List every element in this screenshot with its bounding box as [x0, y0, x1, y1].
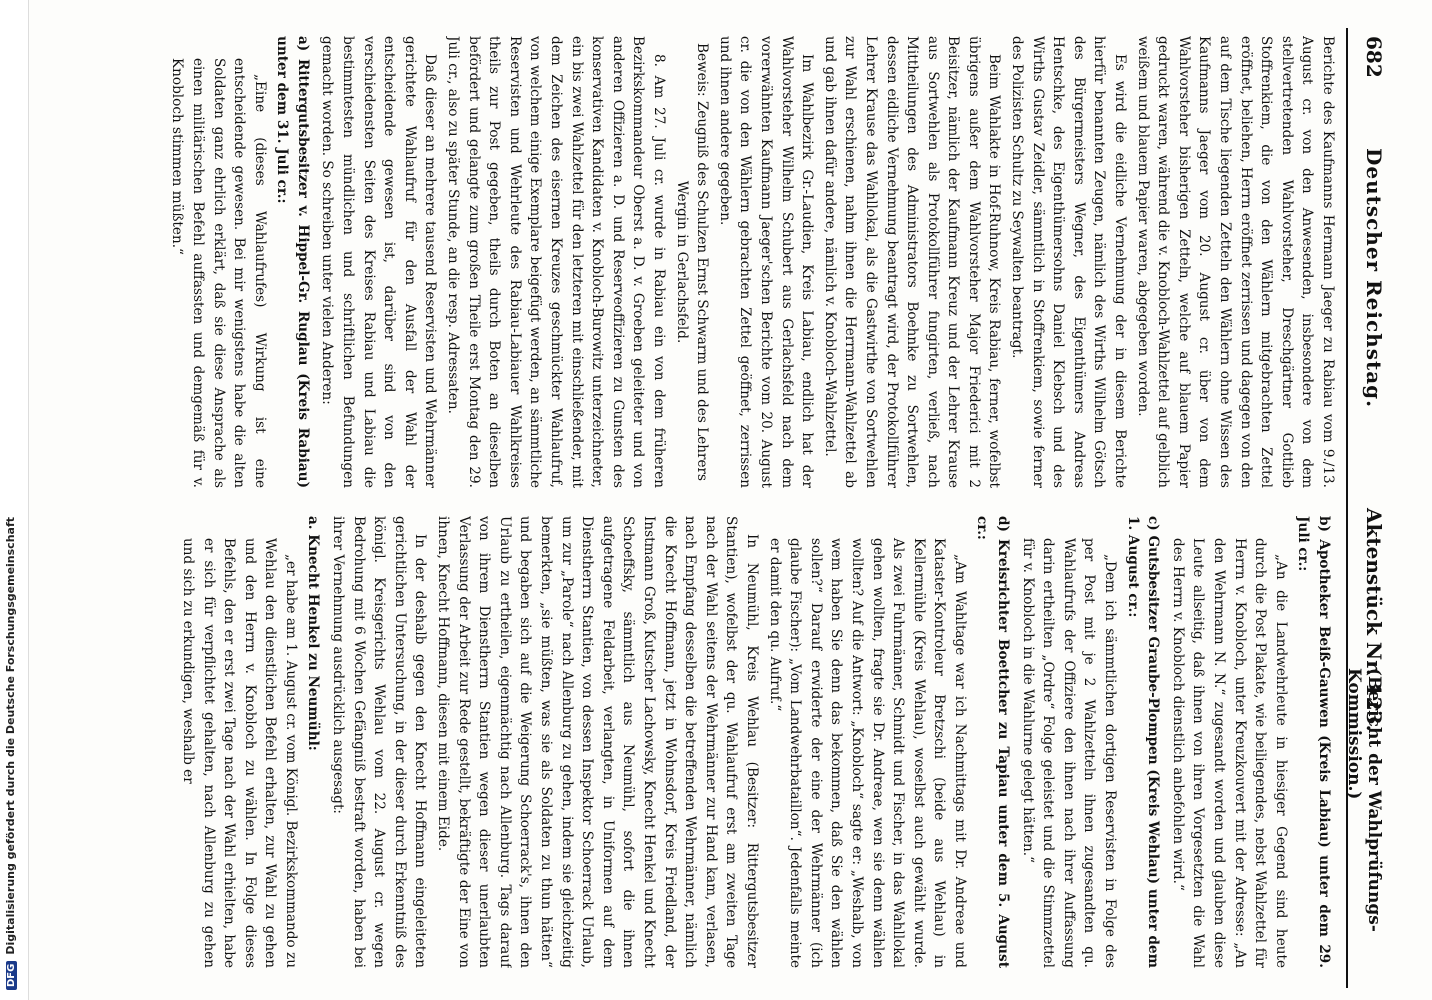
paragraph: 8. Am 27. Juli cr. wurde in Rabiau ein von dem früheren Bezirkskommandeur Oberst a. D. v. Groeben geleiteter und von anderen Offizieren a. D. und Reserveoffizieren zu Gunsten des konservativen Kandidaten v. Knobloch-Burowitz unterzeichneter, ein bis zwei Wahlzettel für den letzteren mit einschließender, mit dem Zeichen des eisernen Kreuzes geschmückter Wahlaufruf, von welchem einige Exemplare beigefügt werden, an sämmtliche Reservisten und Wehrleute des Rabiau-Labiauer Wahlkreises theils zur Post gegeben, theils durch Boten an dieselben befördert und gelangte zum großen Theile erst Montag den 29. Juli cr., also zu später Stunde, an die resp. Adressaten.: [445, 36, 667, 488]
paragraph: Beim Wahlakte in Hof-Ruhnow, Kreis Rabiau, ferner, wofelbst übrigens außer dem Wahlvorsteher Major Friederici mit 2 Beisitzer, nämlich der Kaufmann Kreuz und der Lehrer Krause aus Sortwehlen als Protokollführer fungirten, verließ, nach Mittheilungen des Administrators Boehnke zu Sortwehlen, dessen eidliche Vernehmung beantragt wird, der Protokollführer Lehrer Krause das Wahllokal, als die Gastwirthe von Sortwehlen zur Wahl erschienen, nahm ihnen die Herrmann-Wahlzettel ab und gab ihnen dafür andere, nämlich v. Knobloch-Wahlzettel.: [821, 36, 1003, 488]
page-title: Deutscher Reichstag.: [1362, 148, 1386, 409]
quotation: „Dem ich sämmtlichen dortigen Reservisten in Folge des per Post mit je 2 Wahlzetteln ihnen zugesandten qu. Wahlaufrufs der Offiziere den ihnen nach ihrer Auffassung darin ertheilten „Ordre“ Folge geleistet und die Stimmzettel für v. Knobloch in die Wahlurne gelegt hätten.“: [1019, 538, 1119, 968]
subheading: a. Knecht Henkel zu Neumühl:: [305, 516, 322, 751]
paragraph: Berichte des Kaufmanns Hermann Jaeger zu Rabiau vom 9./13. August cr. von den Anwesenden, insbesondere von dem stellvertretenden Wahlvorsteher, Dreschgärtner Gottlieb Stoffrenkiem, die von den Wählern mitgebrachten Zettel eröffnet, beliehen, Herrn eröffnet zerrissen und dagegen von den auf dem Tische liegenden Zetteln den Wählern ohne Wissen des Kaufmanns Jaeger vom 20. August cr. über von dem Wahlvorsteher bisherigen Zetteln, welche auf blauem Papier gedruckt waren, während die v. Knobloch-Wahlzettel auf gelblich weißem und blauem Papier waren, abgegeben worden.: [1134, 36, 1336, 488]
paragraph: Es wird die eidliche Vernehmung der in diesem Berichte hierfür benannten Zeugen, nämlich des Wirths Wilhelm Götsch des Bürgermeisters Wegner, des Eigenthümers Andreas Hentschke, des Eigenthümersohns Daniel Klebsch und des Wirths Gustav Zeidler, sämmtlich in Stoffrenkiem, sowie ferner des Polizisten Schultz zu Seywalten beantragt.: [1009, 36, 1129, 488]
document-number: Aktenstück Nr. 123.: [1362, 508, 1386, 732]
quotation: „An die Landwehrleute in hiesiger Gegend sind heute durch die Post Plakate, wie beiliegendes, nebst Wahlzettel für Herrn v. Knobloch, unter Kreuzkouvert mit der Adresse: „An den Wehrmann N. N.“ zugesandt worden und glauben diese Leute allseitig, daß ihnen von ihren Vorgesetzten die Wahl des Herrn v. Knobloch dienstlich anbefohlen wird.“: [1169, 538, 1289, 968]
quotation: „er habe am 1. August cr. vom Königl. Bezirkskommando zu Wehlau den dienstlichen Befehl erhalten, zur Wahl zu gehen und den Herrn v. Knobloch zu wählen. In Folge dieses Befehls, den er erst zwei Tage nach der Wahl erhielten, habe er sich für verpflichtet gehalten, nach Allenburg zu gehen und sich zu erkundigen, weshalb er: [179, 538, 299, 968]
paragraph: Daß dieser an mehrere tausend Reservisten und Wehrmänner gerichtete Wahlaufruf für den Ausfall der Wahl der entscheidende gewesen ist, darüber sind von den verschiedensten Seiten des Kreises Rabiau und Labiau die bestimmtesten mündlichen und schriftlichen Befundungen gemacht worden. So schreiben unter vielen Anderen:: [319, 36, 439, 488]
left-column: [8, 36, 1338, 488]
quotation: „Eine (dieses Wahlaufrufes) Wirkung ist eine entscheidende gewesen. Bei mir wenigstens habe die alten Soldaten ganz ehrlich erklärt, daß sie diese Ansprache als einen militärischen Befehl auffassten und demgemäß für v. Knobloch stimmen müßten.“: [169, 58, 268, 488]
rotated-page-content: [2, 28, 1392, 988]
right-column: [8, 516, 1338, 968]
funding-text: Digitalisierung gefördert durch die Deutsche Forschungsgemeinschaft: [4, 516, 17, 955]
evidence-line: Beweis: Zeugniß des Schulzen Ernst Schwarm und des Lehrers Wergin in Gerlachsfeld.: [673, 43, 711, 481]
subheading: b) Apotheker Beiß-Gauwen (Kreis Labiau) unter dem 29. Juli cr.:: [1295, 516, 1332, 968]
subheading: c) Gutsbesitzer Graube-Plompen (Kreis Wehlau) unter dem 1. August cr.:: [1124, 516, 1162, 968]
quotation: „Am Wahltage war ich Nachmittags mit Dr. Andreae und Kataster-Kontroleur Bretzschi (beide aus Wehlau) in Kellermühle (Kreis Wehlau), woselbst auch gewählt wurde. Als zwei Fuhrmänner, Schmidt und Fischer, in das Wahllokal gehen wollten, fragte sie Dr. Andreae, wen sie denn wählen wollten? Auf die Antwort: „Knobloch“ sagte er: „Weshalb, von wem haben Sie denn das bekommen, daß Sie den wählen sollen?“ Darauf erwiderte der eine der Wehrmänner (ich glaube Fischer): „Vom Landwehrbataillon“. Jedenfalls meinte er damit den qu. Aufruf.“: [766, 538, 968, 968]
subheading: a) Rittergutsbesitzer v. Hippel-Gr. Ruglau (Kreis Rabiau) unter dem 31. Juli cr.:: [274, 36, 311, 488]
paragraph: In Neumühl, Kreis Wehlau (Besitzer: Rittergutsbesitzer Stantien), wofelbst der qu. Wahlaufruf erst am zweiten Tage nach der Wahl seitens der Wehrmänner zur Hand kam, verlasen, nach Empfang desselben die betreffenden Wehrmänner, nämlich die Knecht Hoffmann, jetzt in Wohnsdorf, Kreis Friedland, der Instmann Groß, Kutscher Lachowsky, Knecht Henkel und Knecht Schoeffsky, sämmtlich aus Neumühl, sofort die ihnen aufgetragene Feldarbeit, verlangten, in Uniformen auf dem Dienstherrn Stantien, von dessen Inspektor Schoerrack Urlaub, um zur „Parole“ nach Allenburg zu gehen, indem sie gleichzeitig bemerkten, „sie müßten, was sie als Soldaten zu thun hätten“ und begaben sich auf die Weigerung Schoerrack's, ihnen den Urlaub zu ertheilen, eigenmächtig nach Allenburg. Tags darauf von ihrem Dienstherrn Stantien wegen dieser unerlaubten Verlassung der Arbeit zur Rede gestellt, bekräftigte der Eine von ihnen, Knecht Hoffmann, diesen mit einem Eide.: [435, 516, 760, 968]
subheading: d) Kreisrichter Boettcher zu Tapiau unter dem 5. August cr.:: [974, 516, 1012, 968]
paragraph: Im Wahlbezirk Gr.-Laudien, Kreis Labiau, endlich hat der Wahlvorsteher Wilhelm Schubert aus Gerlachsfeld nach dem vorerwähnten Kaufmann Jaeger'schen Berichte vom 20. August cr. die von den Wählern gebrachten Zettel geöffnet, zerrissen und ihnen andere gegeben.: [716, 36, 816, 488]
page-header: [1346, 28, 1392, 988]
dfg-logo-icon: DFG: [6, 961, 17, 990]
page-number: 682: [1362, 36, 1386, 78]
paragraph: In der deshalb gegen den Knecht Hoffmann eingeleiteten gerichtlichen Untersuchung, in der dieser durch Erkenntniß des königl. Kreisgerichts Wehlau vom 22. August cr. wegen Bedrohung mit 6 Wochen Gefängniß bestraft worden, haben bei ihrer Vernehmung ausdrücklich ausgesagt:: [330, 516, 429, 968]
page-subtitle: (Bericht der Wahlprüfungs-Kommission.): [1344, 668, 1384, 932]
